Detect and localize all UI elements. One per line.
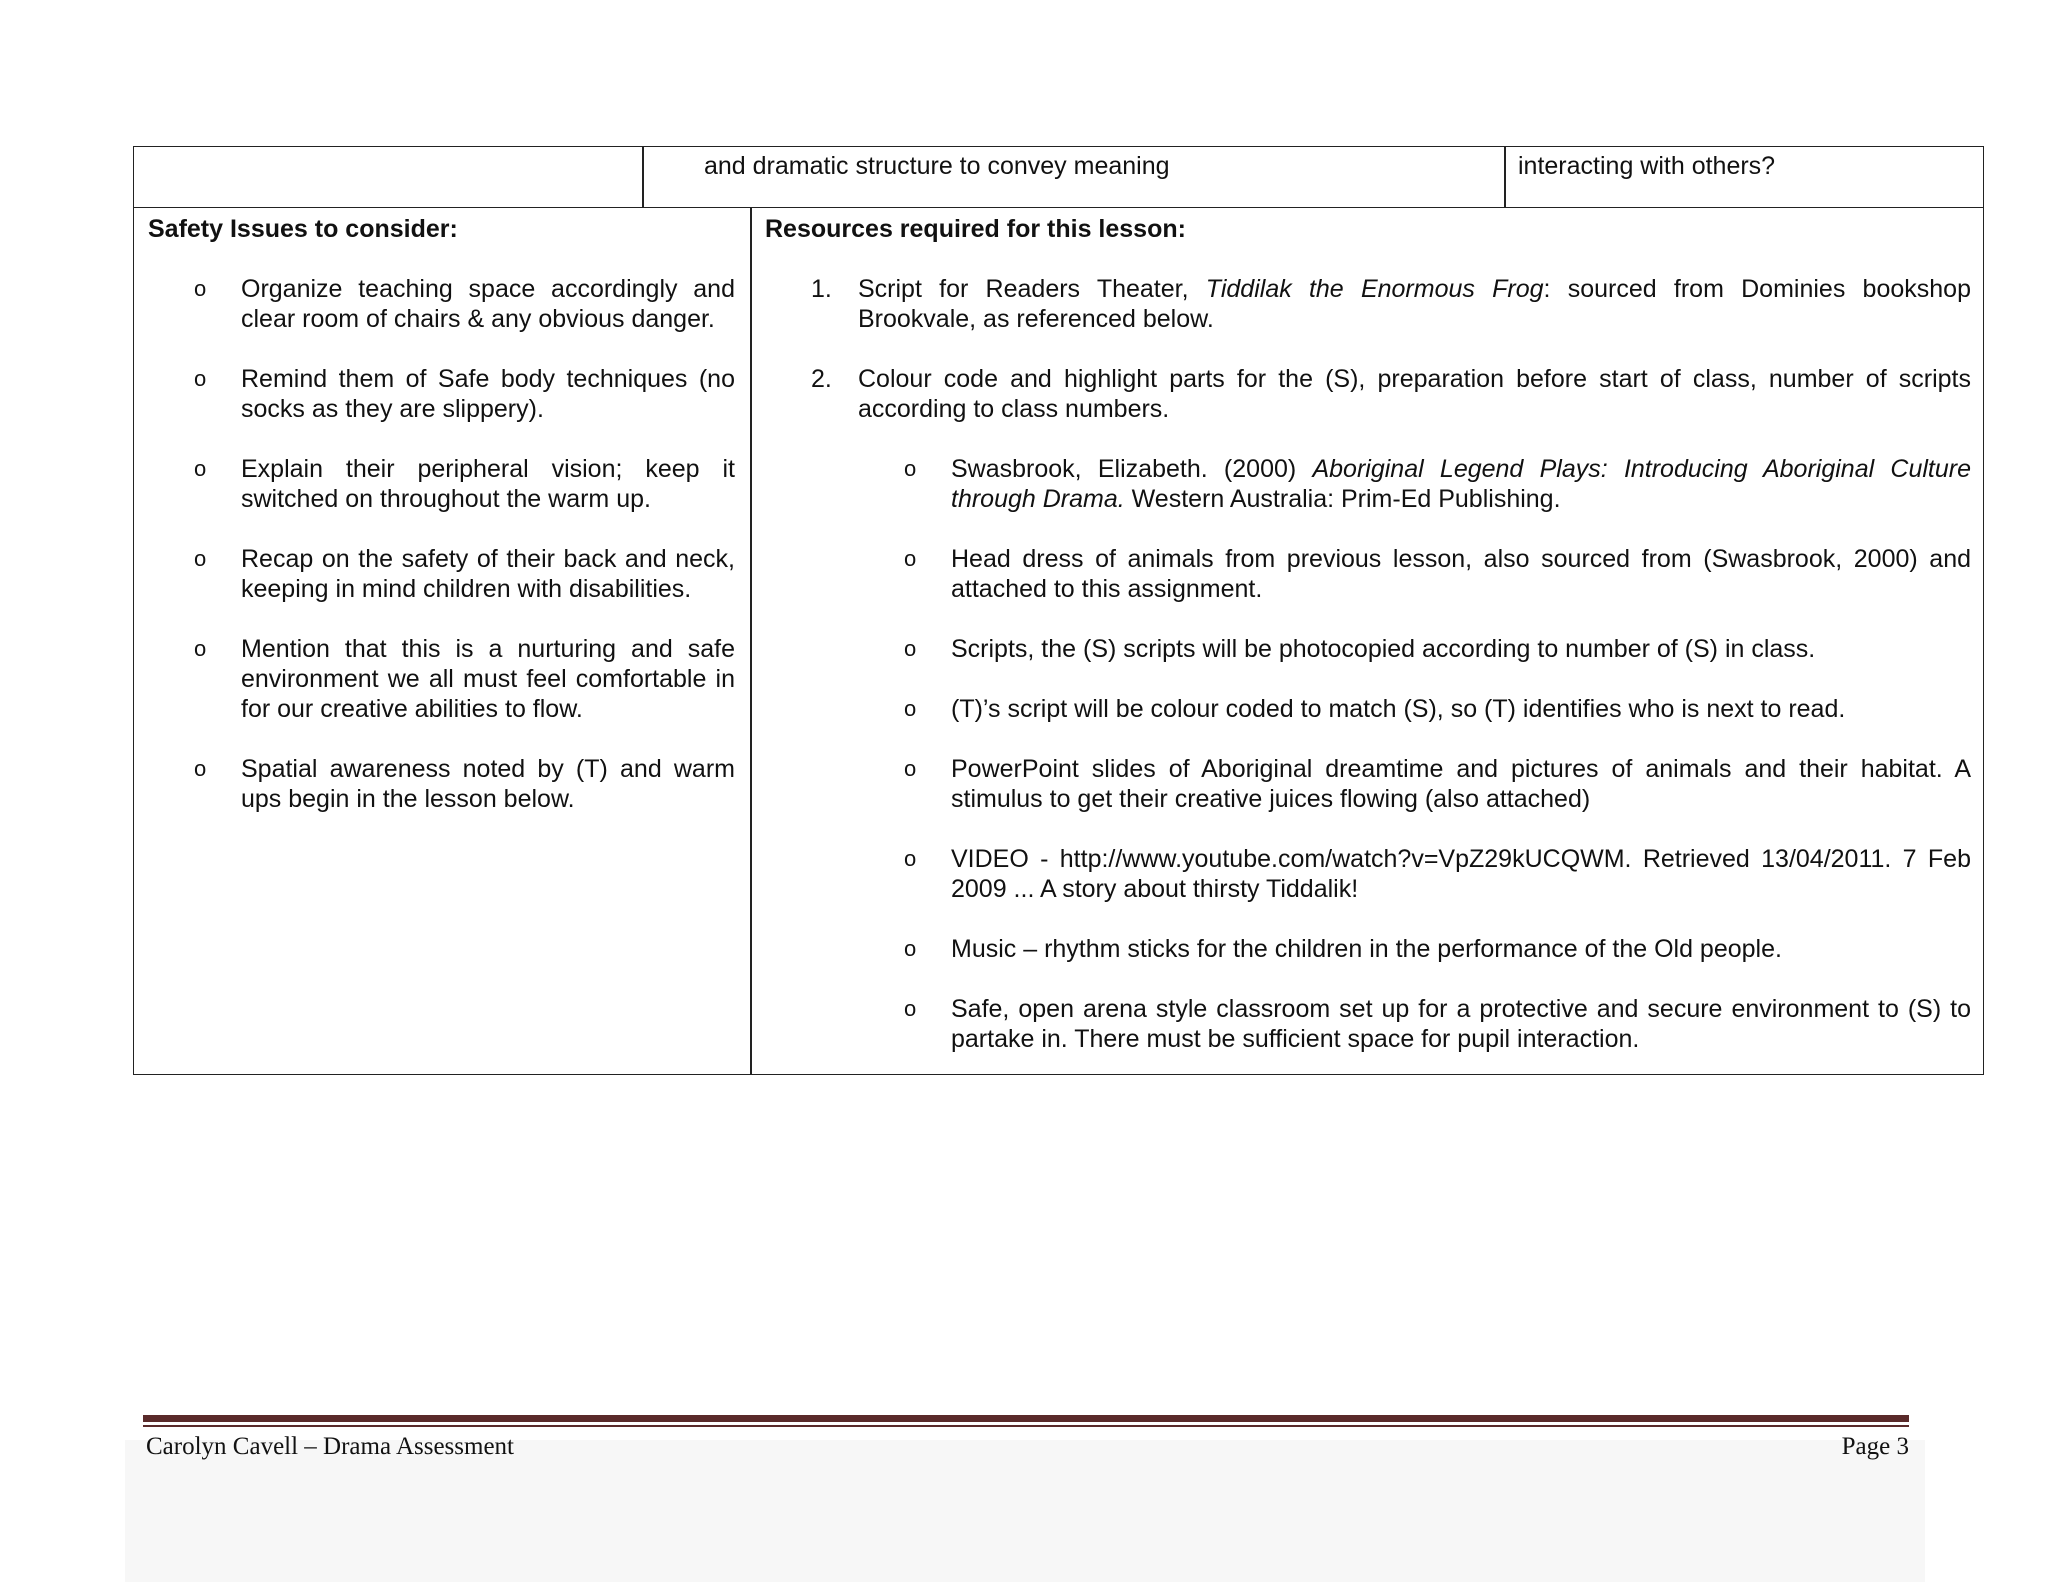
list-item: o Recap on the safety of their back and neck, keeping in mind children with disabilities. (194, 545, 735, 603)
safety-cell (148, 214, 735, 844)
cell-structure-text: and dramatic structure to convey meaning (704, 152, 1170, 180)
safety-list (148, 274, 735, 814)
list-item: 1. Script for Readers Theater, Tiddilak the Enormous Frog: sourced from Dominies bookshop Brookvale, as referenced below. (811, 275, 1971, 333)
resources-heading: Resources required for this lesson: (765, 215, 1186, 243)
footer-rule-thin (143, 1425, 1909, 1427)
footer-author-title: Carolyn Cavell – Drama Assessment (146, 1433, 514, 1460)
bullet-icon: o (194, 546, 207, 571)
bullet-icon: o (194, 456, 207, 481)
list-item: o (T)’s script will be colour coded to match (S), so (T) identifies who is next to read. (904, 695, 1846, 723)
list-item (904, 844, 1971, 904)
bullet-icon: o (904, 936, 917, 961)
video-link[interactable]: VIDEO - http://www.youtube.com/watch?v=VpZ29kUCQWM. Retrieved 13/04/2011. 7 Feb 2009 ... A story about thirsty Tiddalik! (951, 845, 1971, 903)
book-title: Tiddilak the Enormous Frog (1205, 275, 1544, 303)
bullet-icon: o (194, 636, 207, 661)
bullet-icon: o (904, 696, 917, 721)
footer-rule (143, 1415, 1909, 1422)
bullet-icon: o (904, 456, 917, 481)
list-item: o Scripts, the (S) scripts will be photocopied according to number of (S) in class. (904, 635, 1816, 663)
cell-interaction-text: interacting with others? (1518, 152, 1776, 180)
book-title: Aboriginal Legend Plays: Introducing Aboriginal Culture through Drama. (951, 455, 1972, 513)
list-item: o Mention that this is a nurturing and safe environment we all must feel comfortable in for our creative abilities to flow. (194, 635, 735, 723)
list-item: o Explain their peripheral vision; keep it switched on throughout the warm up. (194, 455, 735, 513)
list-item: o Swasbrook, Elizabeth. (2000) Aboriginal Legend Plays: Introducing Aboriginal Culture through Drama. Western Australia: Prim-Ed Publishing. (904, 455, 1972, 513)
list-item: 2. Colour code and highlight parts for the (S), preparation before start of class, number of scripts according to class numbers. (811, 365, 1971, 423)
safety-heading: Safety Issues to consider: (148, 215, 458, 243)
cell-divider (642, 147, 644, 207)
list-number: 2. (811, 365, 832, 393)
cell-divider (1504, 147, 1506, 207)
resources-bullet-list (904, 454, 1972, 1054)
bullet-icon: o (194, 366, 207, 391)
bullet-icon: o (904, 846, 917, 871)
list-item: o Head dress of animals from previous lesson, also sourced from (Swasbrook, 2000) and attached to this assignment. (904, 545, 1971, 603)
list-item: o Remind them of Safe body techniques (no socks as they are slippery). (194, 365, 735, 423)
list-item: o Safe, open arena style classroom set up for a protective and secure environment to (S) to partake in. There must be sufficient space for pupil interaction. (904, 995, 1971, 1053)
list-number: 1. (811, 275, 832, 303)
resources-numbered-list (765, 274, 1971, 424)
list-item: o Music – rhythm sticks for the children in the performance of the Old people. (904, 935, 1782, 963)
list-item: o PowerPoint slides of Aboriginal dreamtime and pictures of animals and their habitat. A stimulus to get their creative juices flowing (also attached) (904, 755, 1971, 813)
table-row-safety-resources (133, 207, 1984, 1075)
bullet-icon: o (194, 756, 207, 781)
resources-cell (765, 214, 1971, 1084)
bullet-icon: o (904, 546, 917, 571)
bullet-icon: o (904, 756, 917, 781)
bullet-icon: o (904, 996, 917, 1021)
table-row-continuation (133, 146, 1984, 208)
bullet-icon: o (194, 276, 207, 301)
list-item: o Organize teaching space accordingly and clear room of chairs & any obvious danger. (194, 275, 735, 333)
page-number: Page 3 (1841, 1433, 1909, 1460)
list-item: o Spatial awareness noted by (T) and warm ups begin in the lesson below. (194, 755, 735, 813)
cell-divider (750, 208, 752, 1074)
bullet-icon: o (904, 636, 917, 661)
